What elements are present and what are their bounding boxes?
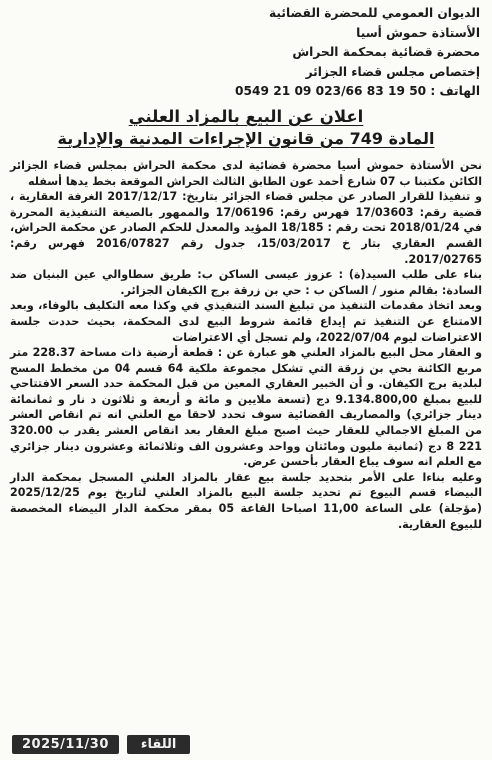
publication-date: 2025/11/30 (12, 735, 119, 754)
notice-subtitle: المادة 749 من قانون الإجراءات المدنية والإدارية (57, 128, 435, 148)
bailiff-name: الأستاذة حموش أسيا (356, 25, 480, 40)
notice-titles (10, 106, 482, 150)
newspaper-name: اللقاء (127, 735, 191, 754)
paragraph-property: و العقار محل البيع بالمزاد العلني هو عبارة عن : قطعة أرضية ذات مساحة 228.37 متر مربع الكائنة بحي بن زرقة التي تشكل مجموعة ملكية 64 قسم 04 من مخطط المسح لبلدية برج الكيفان. و أن الخبير العقاري المعين من قبل المحكمة حدد السعر الافتتاحي للبيع بمبلغ 9.134.800,00 دج (تسعة ملايين و مائة و أربعة و ثلاثون د نار و ثمانمائة دينار جزائري) والمصاريف القضائية سوف تحدد لاحقا مع العلني انه تم انقاص العشر من المبلغ الاجمالي للعقار حيث اصبح مبلغ العقار بعد انقاص العشر يقدر ب 320.00 221 8 دج (ثمانية مليون ومائتان وواحد وعشرون الف وثلاثمائة وعشرون دينار جزائري مع العلم انه سوف يباع العقار بأحسن عرض. (10, 346, 482, 469)
bailiff-court: محضرة قضائية بمحكمة الحراش (292, 45, 480, 60)
notice-body (10, 158, 482, 532)
phone-line: الهاتف : 50 19 83 023/66 09 21 0549 (235, 84, 480, 99)
paragraph-procedure: وبعد اتخاذ مقدمات التنفيذ من تبليغ السند التنفيذي في وكذا معه التكليف بالوفاء، وبعد الامتناع عن التنفيذ تم إيداع قائمة شروط البيع لدى المحكمة، بحيث حددت جلسة الاعتراضات ليوم 2022/07/04، ولم تسجل أي الاعتراضات (10, 299, 482, 344)
paragraph-intro: نحن الأستاذة حموش أسيا محضرة قضائية لدى محكمة الحراش بمجلس قضاء الجزائر الكائن مكتبنا ب 07 شارع أحمد عون الطابق الثالث الحراش الموقعة بخط يدها أسفله (10, 158, 482, 188)
paragraph-ruling: و تنفيذا للقرار الصادر عن مجلس قضاء الجزائر بتاريخ: 2017/12/17 الغرفة العقارية ، قضية رقم: 17/03603 فهرس رقم: 17/06196 والممهور بالصيغة التنفيذية المحررة في 2018/01/24 تحت رقم : 18/185 المؤيد والمعدل للحكم الصادر عن محكمة الحراش، القسم العقاري بتار خ 15/03/2017، جدول رقم 2016/07827 فهرس رقم: 2017/02765. (10, 190, 482, 266)
notice-title: اعلان عن البيع بالمزاد العلني (128, 106, 364, 126)
paragraph-parties: بناء على طلب السيد(ة) : عزوز عيسى الساكن ب: طريق سطاوالي عين البنيان ضد السادة: بقالم منور / الساكن ب : حي بن زرقة برج الكيفان الجزائر. (10, 268, 482, 297)
paragraph-auction-date: وعليه بناءا على الأمر بتحديد جلسة بيع عقار بالمزاد العلني المسجل بمحكمة الدار البيضاء قسم البيوع تم تحديد جلسة البيع بالمزاد العلني لتاريخ يوم 2025/12/25 (مؤجلة) على الساعة 11,00 اصباحا القاعة 05 بمقر محكمة الدار البيضاء المخصصة للبيوع العقارية. (10, 470, 482, 531)
publication-footer (12, 735, 190, 754)
office-header (10, 4, 482, 102)
office-name: الديوان العمومي للمحضرة القضائية (269, 6, 480, 20)
jurisdiction: إختصاص مجلس قضاء الجزائر (305, 64, 480, 79)
